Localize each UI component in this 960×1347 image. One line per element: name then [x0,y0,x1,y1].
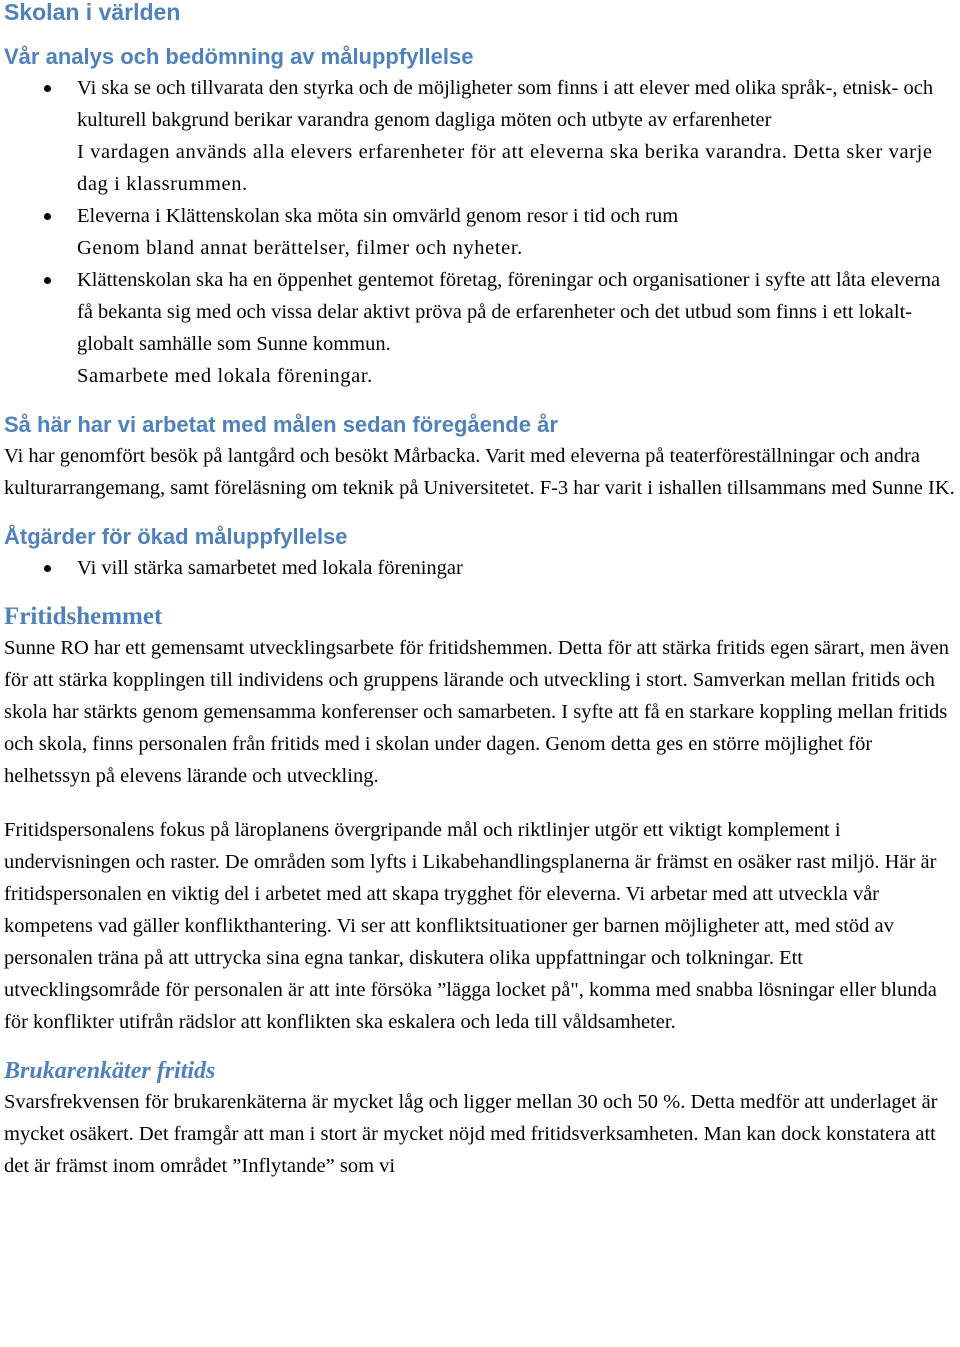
list-item-text: Vi vill stärka samarbetet med lokala föreningar [77,557,463,579]
bullet-icon [44,85,51,92]
section-heading-fritidshemmet: Fritidshemmet [4,603,163,630]
bullet-icon [44,277,51,284]
list-item [4,552,958,584]
document-title: Skolan i världen [4,0,181,25]
fritidshemmet-paragraph-2: Fritidspersonalens fokus på läroplanens övergripande mål och riktlinjer utgör ett viktigt komplement i undervisningen och raster. De områden som lyfts i Likabehandlingsplanerna är främst en osäker rast miljö. Här är fritidspersonalen en viktig del i arbetet med att skapa trygghet för eleverna. Vi arbetar med att utveckla vår kompetens vad gäller konflikthantering. Vi ser att konfliktsituationer ger barnen möjligheter att, med stöd av personalen träna på att uttrycka sina egna tankar, diskutera olika uppfattningar och tolkningar. Ett utvecklingsområde för personalen är att inte försöka ”lägga locket på", komma med snabba lösningar eller blunda för konflikter utifrån rädslor att konflikten ska eskalera och leda till våldsamheter. [4,819,937,1033]
list-item-text: Eleverna i Klättenskolan ska möta sin omvärld genom resor i tid och rum [77,205,679,227]
analysis-list [4,72,958,392]
list-item-note: I vardagen används alla elevers erfarenheter för att eleverna ska berika varandra. Detta sker varje dag i klassrummen. [77,141,933,195]
section-heading-actions: Åtgärder för ökad måluppfyllelse [4,524,348,549]
list-item-note: Genom bland annat berättelser, filmer och nyheter. [77,237,523,259]
fritidshemmet-paragraph-1: Sunne RO har ett gemensamt utvecklingsarbete för fritidshemmen. Detta för att stärka fritids egen särart, men även för att stärka kopplingen till individens och gruppens lärande och utveckling i stort. Samverkan mellan fritids och skola har stärkts genom gemensamma konferenser och samarbeten. I syfte att få en starkare koppling mellan fritids och skola, finns personalen från fritids med i skolan under dagen. Genom detta ges en större möjlighet för helhetssyn på elevens lärande och utveckling. [4,637,949,787]
list-item [4,72,958,200]
section-heading-work-done: Så här har vi arbetat med målen sedan föregående år [4,412,558,437]
section-heading-analysis: Vår analys och bedömning av måluppfyllelse [4,44,474,69]
list-item [4,264,958,392]
list-item-note: Samarbete med lokala föreningar. [77,365,373,387]
list-item [4,200,958,264]
actions-list [4,552,958,584]
list-item-text: Klättenskolan ska ha en öppenhet gentemot företag, föreningar och organisationer i syfte att låta eleverna få bekanta sig med och vissa delar aktivt pröva på de erfarenheter och det utbud som finns i ett lokalt-globalt samhälle som Sunne kommun. [77,269,941,355]
bullet-icon [44,565,51,572]
bullet-icon [44,213,51,220]
survey-paragraph: Svarsfrekvensen för brukarenkäterna är mycket låg och ligger mellan 30 och 50 %. Detta medför att underlaget är mycket osäkert. Det framgår att man i stort är mycket nöjd med fritidsverksamheten. Man kan dock konstatera att det är främst inom området ”Inflytande” som vi [4,1091,938,1177]
list-item-text: Vi ska se och tillvarata den styrka och de möjligheter som finns i att elever med olika språk-, etnisk- och kulturell bakgrund berikar varandra genom dagliga möten och utbyte av erfarenheter [77,77,934,131]
work-done-paragraph: Vi har genomfört besök på lantgård och besökt Mårbacka. Varit med eleverna på teaterföreställningar och andra kulturarrangemang, samt föreläsning om teknik på Universitetet. F-3 har varit i ishallen tillsammans med Sunne IK. [4,445,955,499]
section-heading-survey: Brukarenkäter fritids [4,1058,216,1084]
